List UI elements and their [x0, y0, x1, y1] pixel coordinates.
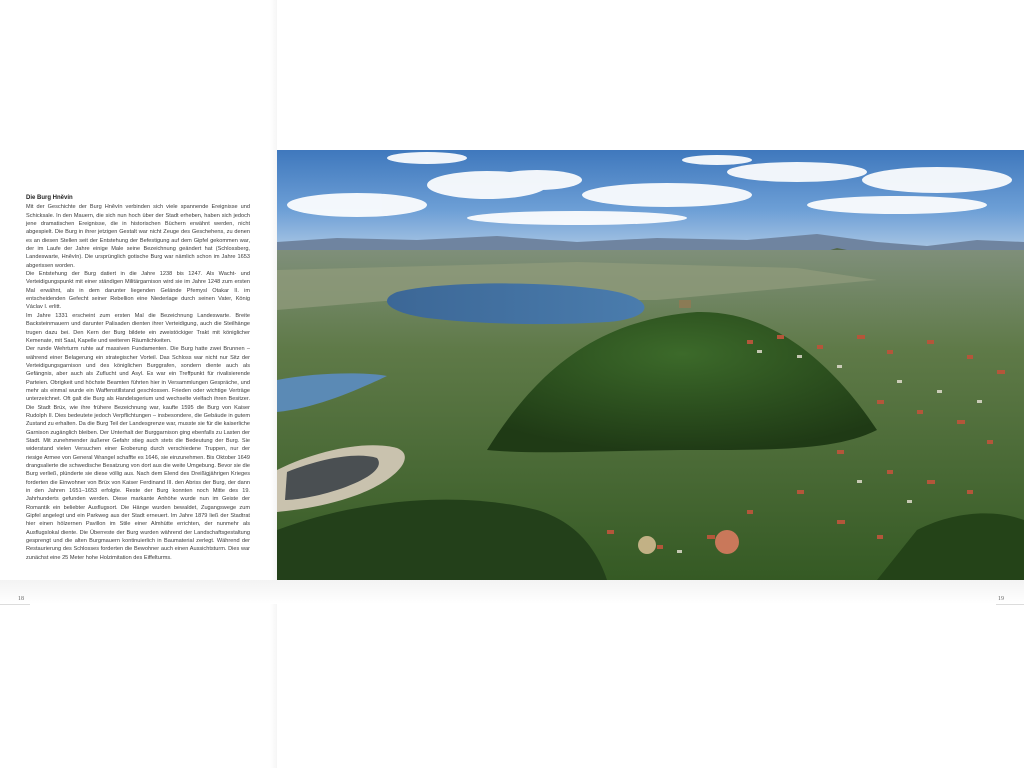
article-paragraph-2: Die Entstehung der Burg datiert in die Jahre 1238 bis 1247. Als Wacht- und Verteidigungspunkt mit einer ständigen Militärgarnison wird sie im Jahre 1248 zum ersten Mal erwähnt, als in dem darunter liegenden Gelände Přemysl Otakar II. im entscheidenden Gefecht seiner Rebellion eine Niederlage durch seinen Vater, König Václav I. erlitt.	[26, 271, 250, 311]
article-paragraph-1: Mit der Geschichte der Burg Hněvín verbinden sich viele spannende Ereignisse und Schicksale. In den Mauern, die sich nun hoch über der Stadt erheben, haben sich jedoch jene dramatischen Ereignisse, die in historischen Büchern erwähnt werden, nicht abgespielt. Die Burg in ihrer jetzigen Gestalt war nicht Zeuge des Geschehens, zu denen es an diesen Stellen seit der Entstehung der Befestigung auf dem Gipfel gekommen war, der im Laufe der Jahre einige Male seine Bezeichnung geändert hat (Schlossberg, Landeswarte, Hněvín). Die ursprünglich gotische Burg war nämlich schon im Jahre 1653 abgerissen worden.	[26, 204, 250, 269]
page-bottom-strip	[0, 580, 1024, 604]
article-paragraph-4: Der runde Wehrturm ruhte auf massiven Fundamenten. Die Burg hatte zwei Brunnen – während einer Belagerung ein strategischer Vorteil. Das Schloss war nicht nur Sitz der Verteidigungsgarnison und des königlichen Burggrafen, sondern diente auch als Gefängnis, aber auch als Zuflucht und Asyl. Es war ein Treffpunkt für rivalisierende Parteien. Obrigkeit und höchste Beamten führten hier in Versammlungen Gespräche, und mehr als einmal wurde ein Waffenstillstand geschlossen. Frieden oder wichtige Verträge unterzeichnet. Oft galt die Burg als Handelsgerium und wechselte vielfach ihren Besitzer. Die Stadt Brüx, wie ihre frühere Bezeichnung war, kaufte 1595 die Burg von Kaiser Rudolph II. Dies bedeutete jedoch Verpflichtungen – insbesondere, die Gebäude in gutem Zustand zu erhalten. Da die Burg Teil der Landesgrenze war, musste sie für die kaiserliche Garnison zugänglich bleiben. Der Unterhalt der Burggarnison ging ebenfalls zu Lasten der Stadt. Mit zunehmender äußerer Gefahr stieg auch stets die Bedeutung der Burg. Sie widerstand vielen Versuchen einer Eroberung durch verschiedene Truppen, nur der riesige Armee von General Wrangel schaffte es 1646, sie einzunehmen. Bis Oktober 1649 drangsalierte die schwedische Besatzung von dort aus die weite Umgebung. Bevor sie die Burg verließ, plünderte sie diese völlig aus. Nach dem Elend des Dreißigjährigen Krieges forderten die Einwohner von Brüx von Kaiser Ferdinand III. den Abriss der Burg, der dann in den Jahren 1651–1653 erfolgte. Reste der Burg konnten noch Mitte des 19. Jahrhunderts gefunden werden. Diese markante Anhöhe wurde nun im Geiste der Romantik ein beliebter Ausflugsort. Die Hänge wurden bewaldet, Zugangswege zum Gipfel angelegt und ein Parkweg aus der Stadt erneuert. Im Jahre 1879 ließ der Stadtrat hier einen hölzernen Pavillon im Stile einer Almhütte errichten, der nunmehr als Ausflugslokal diente. Die Überreste der Burg wurden während der Landschaftsgestaltung gesprengt und die alten Burgmauern kontinuierlich in Baumaterial zerlegt. Während der Restaurierung des Schlosses forderten die Bewohner auch einen Aussichtsturm. Dies war zunächst eine 25 Meter hohe Holzimitation des Eiffelturms.	[26, 346, 250, 561]
left-page-rule	[0, 604, 30, 605]
article-paragraph-3: Im Jahre 1331 erscheint zum ersten Mal die Bezeichnung Landeswarte. Breite Backsteinmauern und darunter Palisaden dienten ihrer Verteidigung, auch die Steilhänge trugen dazu bei. Den Kern der Burg bildete ein zweistöckiger Trakt mit königlicher Kemenate, mit Saal, Kapelle und weiteren Räumlichkeiten.	[26, 312, 250, 344]
book-gutter	[270, 0, 277, 768]
castle	[679, 300, 691, 308]
article-column	[26, 194, 250, 562]
page-number-right: 19	[998, 596, 1004, 602]
sports-field	[638, 536, 656, 554]
aerial-photo	[277, 150, 1024, 580]
baseball-field	[715, 530, 739, 554]
article-heading: Die Burg Hněvín	[26, 195, 73, 201]
page-number-left: 18	[18, 596, 24, 602]
right-page-rule	[996, 604, 1024, 605]
